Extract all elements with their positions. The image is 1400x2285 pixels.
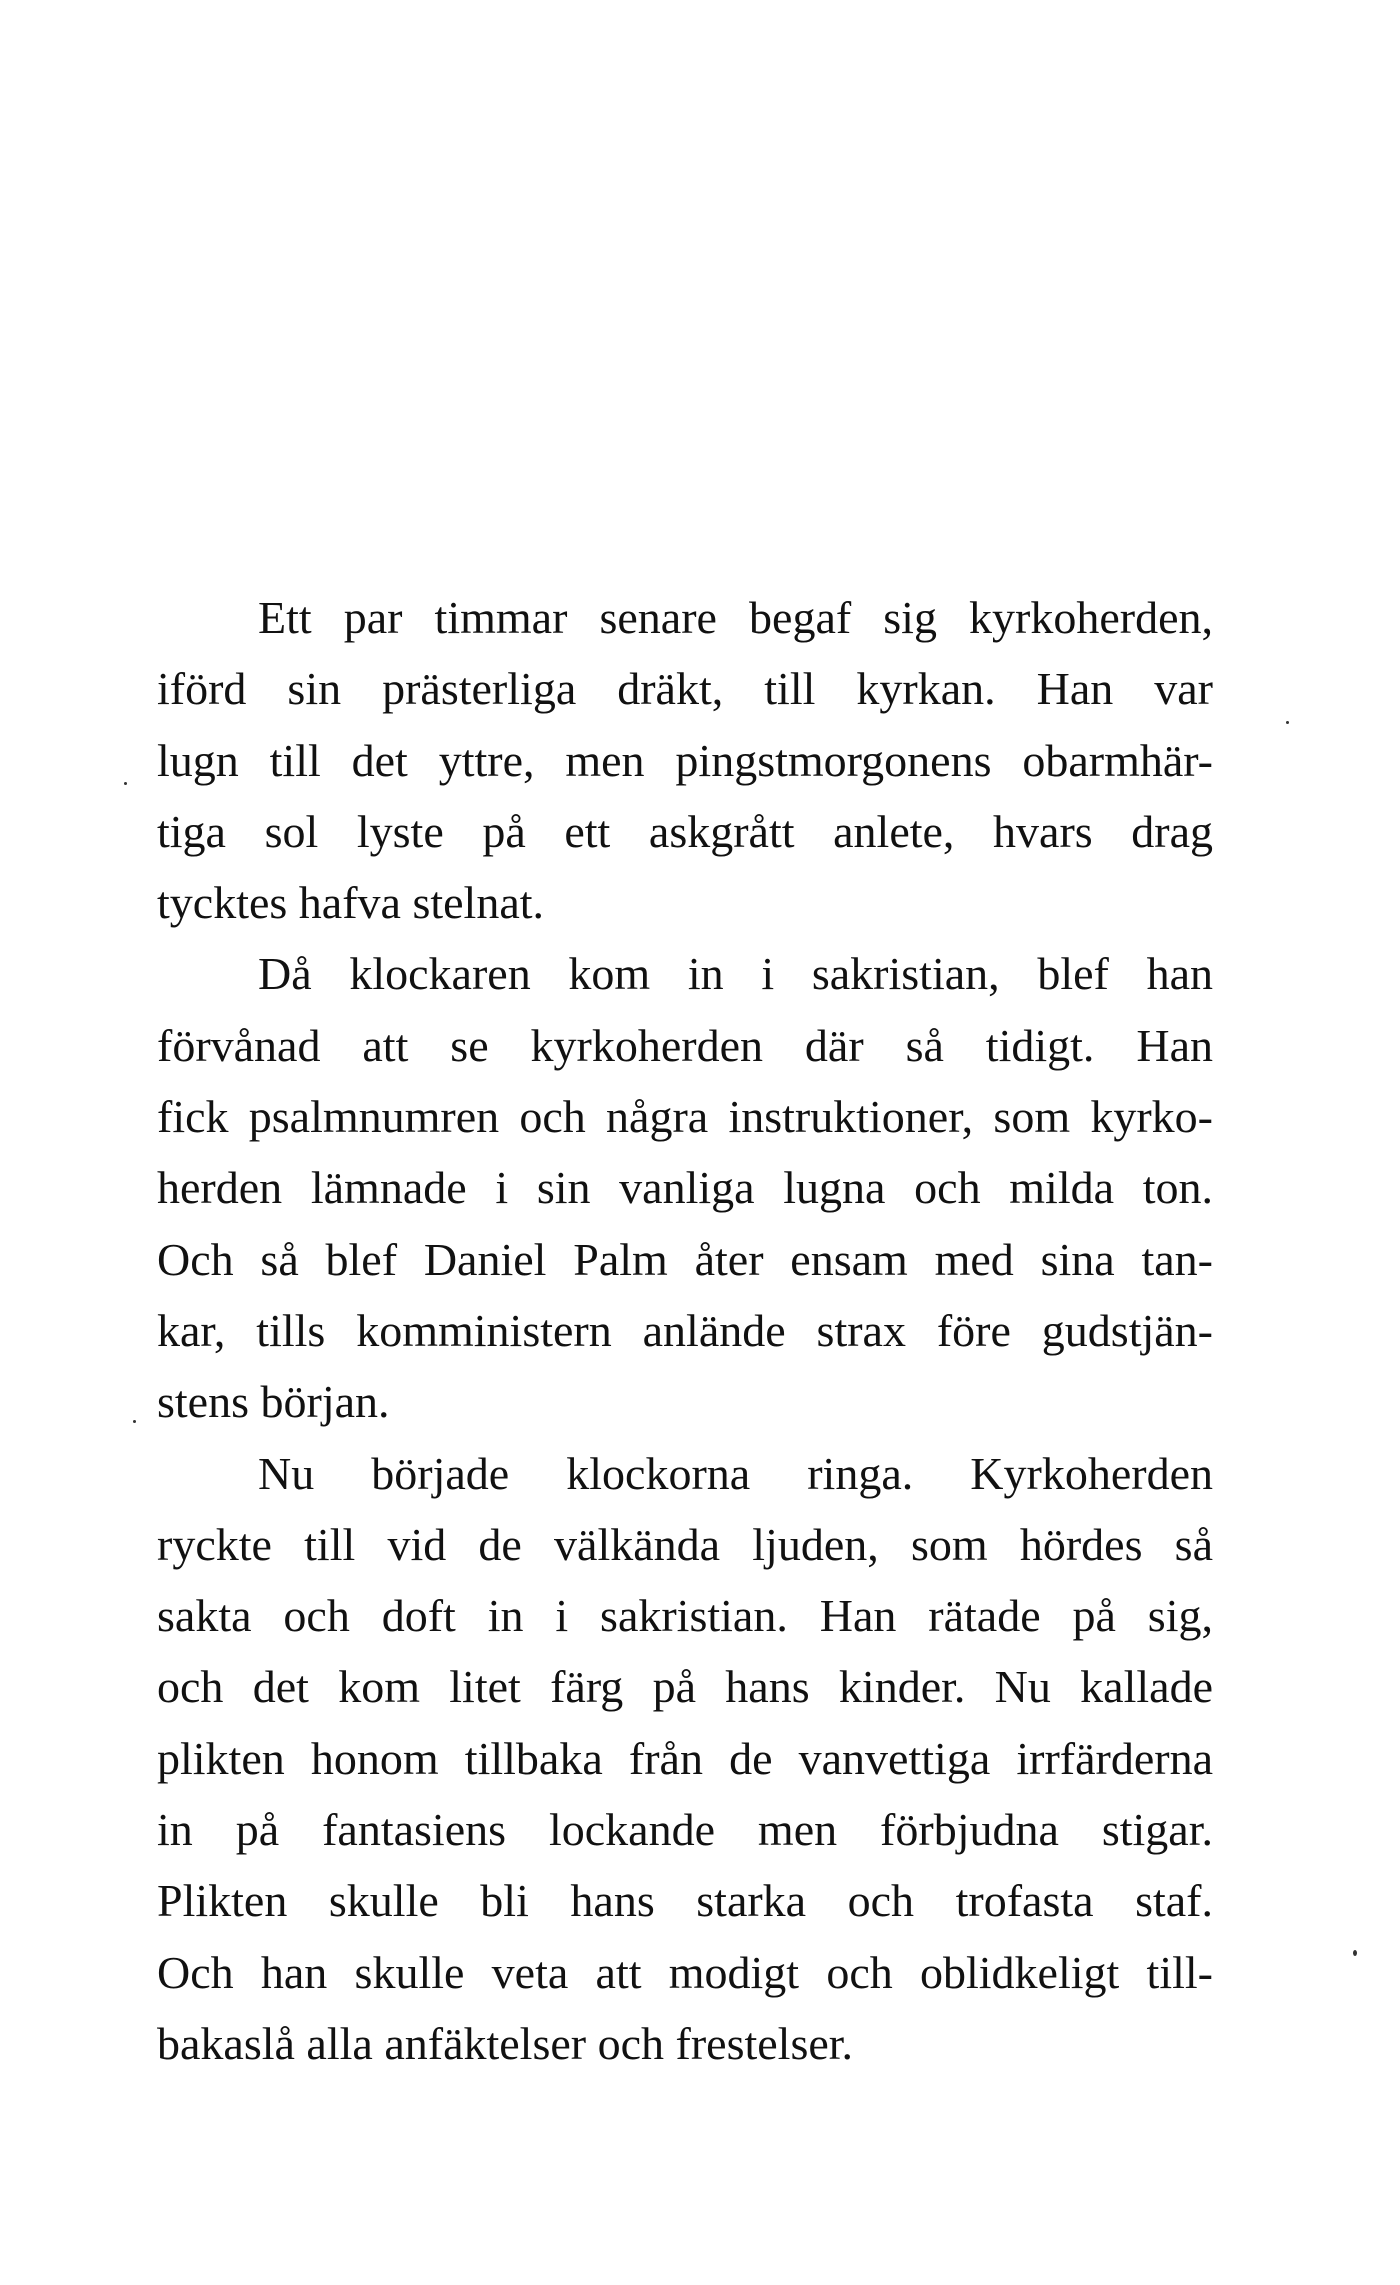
text-line: fick psalmnumren och några instruktioner, som kyrko- <box>157 1091 1213 1143</box>
text-line: Och så blef Daniel Palm åter ensam med sina tan- <box>157 1233 1213 1285</box>
text-line: Och han skulle veta att modigt och oblidkeligt till- <box>157 1946 1213 1998</box>
text-line: sakta och doft in i sakristian. Han rätade på sig, <box>157 1590 1213 1642</box>
text-line: lugn till det yttre, men pingstmorgonens obarmhär- <box>157 734 1213 786</box>
text-line: bakaslå alla anfäktelser och frestelser. <box>157 2017 854 2069</box>
text-line: Ett par timmar senare begaf sig kyrkoherden, <box>258 592 1213 643</box>
text-line: plikten honom tillbaka från de vanvettiga irrfärderna <box>157 1732 1213 1784</box>
text-line: iförd sin prästerliga dräkt, till kyrkan. Han var <box>157 663 1213 715</box>
paragraph <box>157 582 1213 938</box>
scan-speck <box>124 782 127 785</box>
text-line: Plikten skulle bli hans starka och trofasta staf. <box>157 1875 1213 1927</box>
text-line: och det kom litet färg på hans kinder. Nu kallade <box>157 1661 1213 1713</box>
text-line: in på fantasiens lockande men förbjudna stigar. <box>157 1804 1213 1856</box>
page-body-text <box>157 582 1213 2079</box>
text-line: Nu började klockorna ringa. Kyrkoherden <box>258 1447 1213 1499</box>
scan-speck <box>133 1420 136 1423</box>
text-line: tycktes hafva stelnat. <box>157 877 545 929</box>
text-line: tiga sol lyste på ett askgrått anlete, hvars drag <box>157 805 1213 857</box>
text-line: förvånad att se kyrkoherden där så tidigt. Han <box>157 1019 1213 1071</box>
scan-speck <box>1353 1950 1357 1956</box>
text-line: Då klockaren kom in i sakristian, blef han <box>258 948 1213 1000</box>
paragraph <box>157 1438 1213 2080</box>
text-line: stens början. <box>157 1376 390 1428</box>
paragraph <box>157 938 1213 1437</box>
text-line: ryckte till vid de välkända ljuden, som hördes så <box>157 1518 1213 1570</box>
scan-speck <box>1286 721 1289 724</box>
text-line: kar, tills komministern anlände strax före gudstjän- <box>157 1304 1213 1356</box>
text-line: herden lämnade i sin vanliga lugna och milda ton. <box>157 1162 1213 1214</box>
